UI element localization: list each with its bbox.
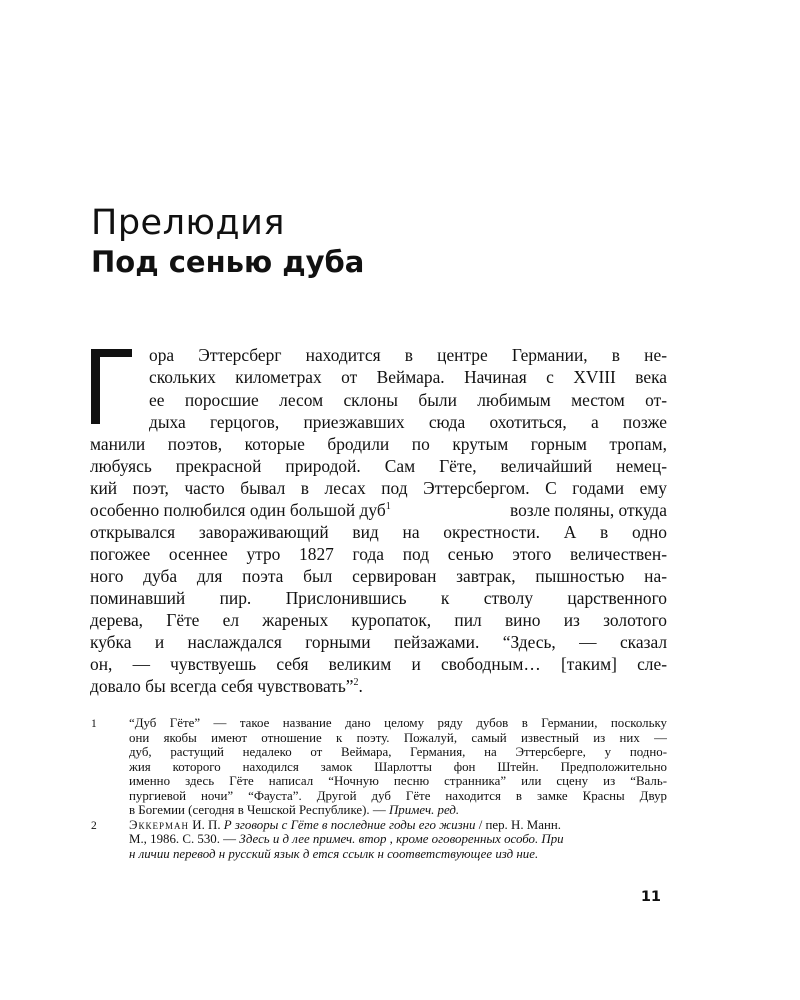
footnote-line: Эккерман И. П. Р зговоры с Гёте в последние годы его жизни / пер. Н. Манн. xyxy=(129,818,561,832)
footnote-number: 1 xyxy=(91,718,97,730)
book-title: Р зговоры с Гёте в последние годы его жизни xyxy=(223,818,476,832)
body-line: ее поросшие лесом склоны были любимым местом от- xyxy=(149,390,667,410)
body-line-part: особенно полюбился один большой дуб$^1$ xyxy=(90,500,391,520)
footnote-line: они якобы имеют отношение к поэту. Пожалуй, самый известный из них — xyxy=(129,731,667,745)
author-name: Эккерман xyxy=(129,818,190,832)
body-line: кий поэт, часто бывал в лесах под Эттерсбергом. С годами ему xyxy=(90,478,667,498)
body-line: открывался завораживающий вид на окрестности. А в одно xyxy=(90,522,667,542)
editor-note: Примеч. ред. xyxy=(388,803,460,817)
body-line: поминавший пир. Прислонившись к стволу царственного xyxy=(90,588,667,608)
body-line: дыха герцогов, приезжавших сюда охотиться, а позже xyxy=(149,412,667,432)
footnote-ref-2[interactable]: 2 xyxy=(353,677,359,689)
footnote-line: пургиевой ночи” “Фауста”. Другой дуб Гёте находится в замке Красны Двур xyxy=(129,789,667,803)
footnote-line: дуб, растущий недалеко от Веймара, Германия, на Эттерсберге, у подно- xyxy=(129,745,667,759)
body-line: скольких километрах от Веймара. Начиная с XVIII века xyxy=(149,367,667,387)
footnote-ref-1[interactable]: 1 xyxy=(385,501,391,513)
footnote-line: жия которого находился замок Шарлотты фон Штейн. Предположительно xyxy=(129,760,667,774)
body-line: ного дуба для поэта был сервирован завтрак, пышностью на- xyxy=(90,566,667,586)
body-line: погожее осеннее утро 1827 года под сенью этого величествен- xyxy=(90,544,667,564)
body-line: манили поэтов, которые бродили по крутым горным тропам, xyxy=(90,434,667,454)
body-line xyxy=(90,499,667,521)
footnote-line: “Дуб Гёте” — такое название дано целому ряду дубов в Германии, поскольку xyxy=(129,716,667,730)
body-line: он, — чувствуешь себя великим и свободным… [таким] сле- xyxy=(90,654,667,674)
footnote-line: М., 1986. С. 530. — Здесь и д лее примеч. втор , кроме оговоренных особо. При xyxy=(129,832,564,846)
footnote-line: в Богемии (сегодня в Чешской Республике). — Примеч. ред. xyxy=(129,803,460,817)
svg-text:Г: Г xyxy=(111,423,112,424)
body-line-part: возле поляны, откуда xyxy=(510,500,667,520)
footnote-line: именно здесь Гёте написал “Ночную песню странника” или сцену из “Валь- xyxy=(129,774,667,788)
chapter-title: Под сенью дуба xyxy=(91,245,365,279)
body-line: ора Эттерсберг находится в центре Германии, в не- xyxy=(149,345,667,365)
body-line: кубка и наслаждался горными пейзажами. “Здесь, — сказал xyxy=(90,632,667,652)
footnote-line: н личии перевод н русский язык д ется ссылк н соответствующее изд ние. xyxy=(129,847,539,861)
body-line: любуясь прекрасной природой. Сам Гёте, величайший немец- xyxy=(90,456,667,476)
body-line: довало бы всегда себя чувствовать”$^2$. xyxy=(90,676,363,696)
page-number: 11 xyxy=(640,889,661,905)
body-line: дерева, Гёте ел жареных куропаток, пил вино из золотого xyxy=(90,610,667,630)
chapter-label: Прелюдия xyxy=(91,203,285,243)
drop-cap xyxy=(91,349,132,424)
footnote-number: 2 xyxy=(91,820,97,832)
